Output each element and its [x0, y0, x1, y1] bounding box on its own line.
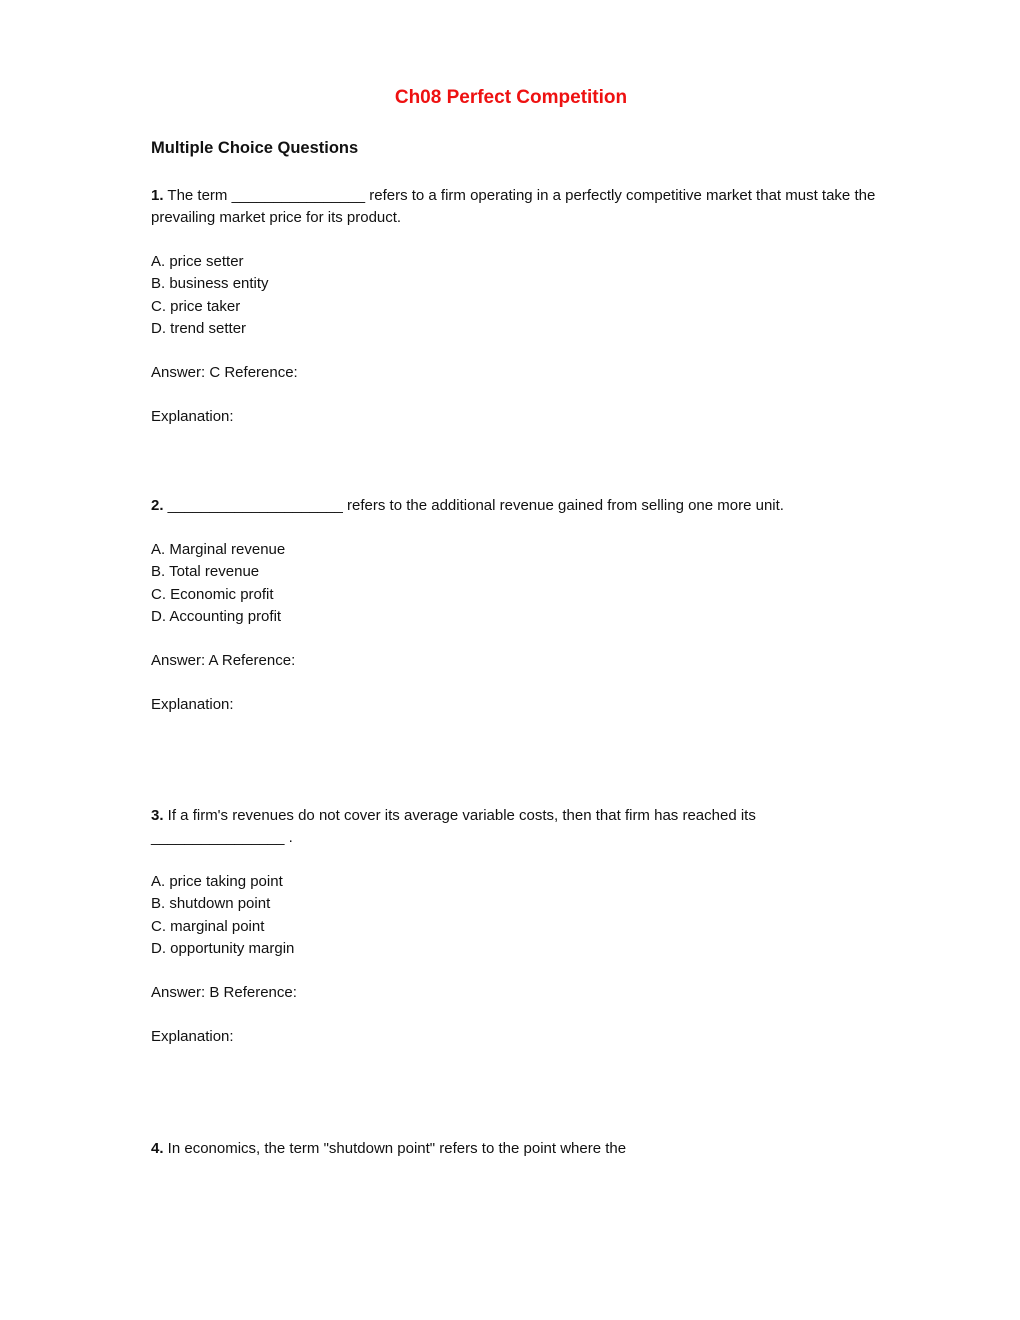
answer-options	[151, 251, 876, 340]
option-c: C. price taker	[151, 297, 241, 315]
question-stem: In economics, the term "shutdown point" refers to the point where the	[163, 1140, 627, 1157]
explanation-label: Explanation:	[151, 1028, 234, 1046]
question-stem: _____________________ refers to the additional revenue gained from selling one more unit.	[163, 497, 784, 514]
answer-options	[151, 539, 876, 628]
explanation-label: Explanation:	[151, 408, 234, 426]
question-number: 2.	[151, 497, 164, 514]
question-text	[151, 805, 831, 849]
option-c: C. marginal point	[151, 917, 265, 935]
answer-line: Answer: A Reference:	[151, 652, 296, 670]
question-number: 3.	[151, 807, 164, 824]
option-c: C. Economic profit	[151, 585, 274, 603]
option-d: D. Accounting profit	[151, 607, 282, 625]
question-1	[151, 185, 876, 428]
question-stem: If a firm's revenues do not cover its average variable costs, then that firm has reached its ________________ .	[151, 807, 756, 846]
question-text	[151, 495, 876, 517]
question-text	[151, 1138, 876, 1160]
question-stem: The term ________________ refers to a firm operating in a perfectly competitive market that must take the prevailing market price for its product.	[151, 187, 876, 226]
question-4	[151, 1138, 876, 1160]
question-2	[151, 495, 876, 716]
explanation-label: Explanation:	[151, 696, 234, 714]
answer-line: Answer: B Reference:	[151, 984, 297, 1002]
question-number: 1.	[151, 187, 164, 204]
question-3	[151, 805, 876, 1048]
option-d: D. opportunity margin	[151, 939, 295, 957]
option-a: A. price taking point	[151, 873, 283, 890]
option-b: B. shutdown point	[151, 895, 271, 913]
question-number: 4.	[151, 1140, 164, 1157]
option-a: A. Marginal revenue	[151, 541, 286, 558]
option-a: A. price setter	[151, 253, 244, 270]
answer-line: Answer: C Reference:	[151, 364, 298, 382]
section-title: Multiple Choice Questions	[151, 139, 359, 157]
option-b: B. business entity	[151, 275, 269, 293]
question-text	[151, 185, 876, 229]
answer-options	[151, 871, 876, 960]
document-title: Ch08 Perfect Competition	[394, 87, 628, 108]
option-d: D. trend setter	[151, 319, 247, 337]
document-page	[151, 0, 876, 1320]
option-b: B. Total revenue	[151, 563, 260, 581]
